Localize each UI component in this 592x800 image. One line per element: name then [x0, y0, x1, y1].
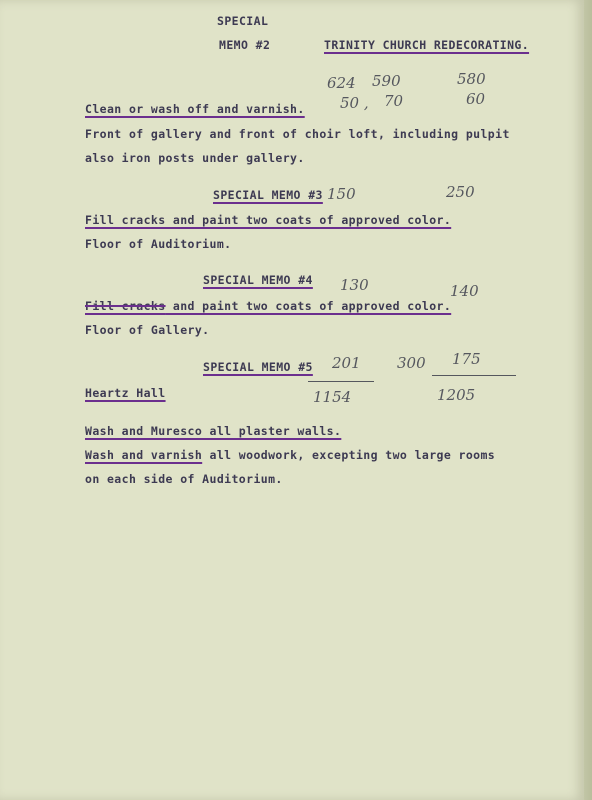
handwritten-note-50: 50 , — [340, 94, 369, 112]
memo4-heading-rest: and paint two coats of approved color. — [165, 299, 452, 313]
document-title: TRINITY CHURCH REDECORATING. — [324, 38, 530, 52]
handwritten-note-590: 590 — [372, 72, 401, 90]
memo3-title: SPECIAL MEMO #3 — [213, 188, 323, 202]
handwritten-sum-line-left — [308, 381, 374, 382]
memo5-line3: on each side of Auditorium. — [85, 472, 283, 486]
handwritten-total-1205: 1205 — [437, 386, 476, 404]
memo4-heading — [85, 299, 451, 313]
handwritten-note-150: 150 — [327, 185, 356, 203]
memo5-title: SPECIAL MEMO #5 — [203, 360, 313, 374]
memo5-line2-underlined: Wash and varnish — [85, 448, 203, 462]
memo2-line1: Front of gallery and front of choir loft, including pulpit — [85, 127, 510, 141]
handwritten-note-140: 140 — [450, 282, 479, 300]
handwritten-note-130: 130 — [340, 276, 369, 294]
memo5-location: Heartz Hall — [85, 386, 166, 400]
handwritten-note-70: 70 — [384, 92, 404, 110]
handwritten-note-60: 60 — [466, 90, 486, 108]
handwritten-note-580: 580 — [457, 70, 486, 88]
handwritten-note-624: 624 — [327, 74, 356, 92]
handwritten-total-1154: 1154 — [313, 388, 352, 406]
memo5-line1: Wash and Muresco all plaster walls. — [85, 424, 342, 438]
handwritten-sum-line-right — [432, 375, 516, 376]
special-label: SPECIAL — [217, 14, 269, 28]
memo2-heading: Clean or wash off and varnish. — [85, 102, 305, 116]
memo4-line1: Floor of Gallery. — [85, 323, 210, 337]
handwritten-note-250: 250 — [446, 183, 475, 201]
memo3-heading: Fill cracks and paint two coats of approved color. — [85, 213, 452, 227]
page-edge — [584, 0, 592, 800]
handwritten-note-175: 175 — [452, 350, 481, 368]
memo2-line2: also iron posts under gallery. — [85, 151, 305, 165]
memo4-title: SPECIAL MEMO #4 — [203, 273, 313, 287]
memo5-line2 — [85, 448, 495, 462]
memo-number: MEMO #2 — [219, 38, 271, 52]
memo4-heading-struck: Fill cracks — [85, 299, 166, 313]
handwritten-note-201: 201 — [332, 354, 361, 372]
handwritten-note-300: 300 — [397, 354, 426, 372]
memo5-line2-rest: all woodwork, excepting two large rooms — [202, 448, 496, 462]
memo3-line1: Floor of Auditorium. — [85, 237, 232, 251]
